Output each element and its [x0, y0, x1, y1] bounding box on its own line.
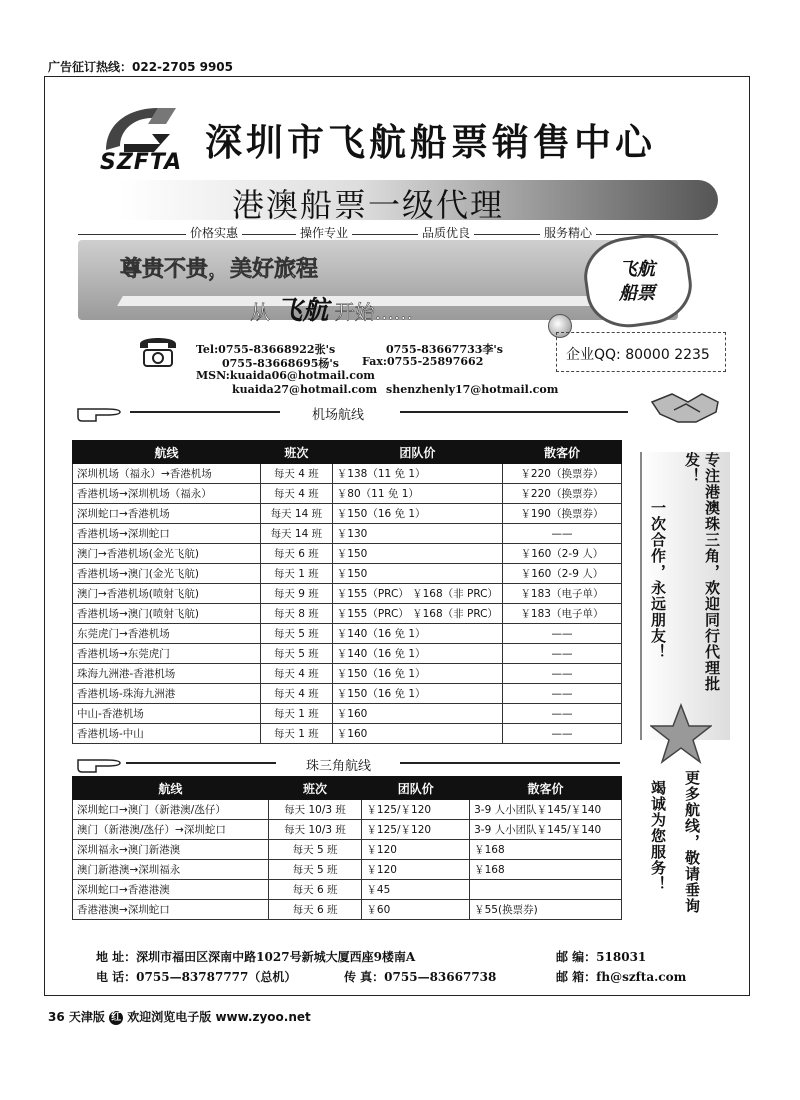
table-row	[73, 604, 622, 624]
telephone-icon	[136, 334, 180, 368]
table-cell: ——	[502, 704, 621, 724]
table-cell: 澳门→香港机场(喷射飞航)	[73, 584, 261, 604]
values-divider	[78, 234, 718, 235]
table-cell: 每天 6 班	[260, 544, 332, 564]
airport-section-title: 机场航线	[312, 408, 365, 423]
col-frequency: 班次	[260, 441, 332, 464]
table-cell: 每天 5 班	[260, 644, 332, 664]
table-cell: ￥190（换票券）	[502, 504, 621, 524]
table-cell: ￥220（换票券）	[502, 464, 621, 484]
table-cell: 深圳蛇口→香港机场	[73, 504, 261, 524]
table-cell: 香港机场→澳门(喷射飞航)	[73, 604, 261, 624]
table-row	[73, 464, 622, 484]
table-cell: 每天 5 班	[268, 840, 362, 860]
table-cell: 每天 14 班	[260, 504, 332, 524]
table-cell: 每天 1 班	[260, 724, 332, 744]
table-cell: ￥150（16 免 1）	[332, 684, 502, 704]
col-group-price: 团队价	[362, 777, 470, 800]
table-cell: 香港机场→深圳机场（福永）	[73, 484, 261, 504]
table-cell: 东莞虎门→香港机场	[73, 624, 261, 644]
hong-badge: 红	[111, 1011, 122, 1023]
side-text-3: 更多航线，敬请垂询	[683, 770, 701, 914]
msn-3: shenzhenly17@hotmail.com	[386, 383, 559, 396]
table-cell: 每天 10/3 班	[268, 820, 362, 840]
table-row	[73, 900, 622, 920]
airport-route-table	[72, 440, 622, 744]
table-cell: 香港机场-珠海九洲港	[73, 684, 261, 704]
side-text-1: 专注港澳珠三角，欢迎同行代理批发！	[683, 452, 721, 692]
col-individual-price: 散客价	[502, 441, 621, 464]
prd-line-left	[126, 762, 276, 764]
table-cell: 每天 1 班	[260, 704, 332, 724]
table-cell: 香港机场-中山	[73, 724, 261, 744]
table-cell: ￥160	[332, 704, 502, 724]
fax: Fax:0755-25897662	[362, 355, 484, 368]
side-text-2: 一次合作，永远朋友！	[649, 500, 667, 660]
table-cell: ——	[502, 664, 621, 684]
table-cell: 澳门新港澳→深圳福永	[73, 860, 269, 880]
value-3: 品质优良	[418, 224, 474, 241]
table-cell: 每天 4 班	[260, 484, 332, 504]
table-cell: ￥160	[332, 724, 502, 744]
prd-section-title: 珠三角航线	[306, 759, 372, 774]
table-cell: 每天 9 班	[260, 584, 332, 604]
table-cell: ￥140（16 免 1）	[332, 644, 502, 664]
bubble-text: 飞航 船票	[619, 259, 655, 304]
table-cell: 每天 5 班	[268, 860, 362, 880]
tel-1: Tel:0755-83668922张's	[196, 343, 336, 356]
prd-line-right	[400, 762, 620, 764]
table-row	[73, 544, 622, 564]
table-cell: ￥140（16 免 1）	[332, 624, 502, 644]
table-row	[73, 704, 622, 724]
table-cell: ￥120	[362, 840, 470, 860]
table-cell: ——	[502, 724, 621, 744]
table-cell: 深圳福永→澳门新港澳	[73, 840, 269, 860]
value-1: 价格实惠	[186, 224, 242, 241]
footer-fax: 传 真：0755—83667738	[344, 970, 497, 984]
table-cell: 澳门→香港机场(金光飞航)	[73, 544, 261, 564]
table-row	[73, 564, 622, 584]
table-cell: 澳门（新港澳/氹仔）→深圳蛇口	[73, 820, 269, 840]
footer-tel: 电 话：0755—83787777（总机）	[96, 970, 297, 984]
value-4: 服务精心	[540, 224, 596, 241]
table-cell: 每天 8 班	[260, 604, 332, 624]
table-cell: ￥120	[362, 860, 470, 880]
slogan: 港澳船票一级代理	[232, 186, 505, 224]
table-cell: 每天 5 班	[260, 624, 332, 644]
table-cell: 深圳蛇口→香港港澳	[73, 880, 269, 900]
pointing-hand-icon	[76, 401, 122, 423]
table-cell: ￥130	[332, 524, 502, 544]
table-cell: ￥183（电子单）	[502, 604, 621, 624]
col-frequency: 班次	[268, 777, 362, 800]
table-cell: 每天 10/3 班	[268, 800, 362, 820]
page-footer	[48, 1008, 311, 1025]
page-number: 36 天津版	[48, 1010, 105, 1024]
table-cell: 珠海九洲港-香港机场	[73, 664, 261, 684]
table-cell: ——	[502, 644, 621, 664]
table-cell: ￥138（11 免 1）	[332, 464, 502, 484]
col-route: 航线	[73, 777, 269, 800]
footer-email: 邮 箱：fh@szfta.com	[556, 970, 687, 984]
table-cell: 每天 4 班	[260, 684, 332, 704]
table-cell: ￥168	[470, 860, 622, 880]
msn-2: kuaida27@hotmail.com	[232, 383, 378, 396]
table-cell: ￥45	[362, 880, 470, 900]
side-text-4: 竭诚为您服务！	[649, 780, 667, 892]
table-cell: 每天 6 班	[268, 900, 362, 920]
table-row	[73, 840, 622, 860]
table-cell: ￥160（2-9 人）	[502, 544, 621, 564]
table-cell: 深圳蛇口→澳门（新港澳/氹仔）	[73, 800, 269, 820]
pointing-hand-icon	[76, 752, 122, 774]
table-cell: ——	[502, 684, 621, 704]
tagline-2: 从 飞航 开始......	[250, 296, 413, 326]
tel-2: 0755-83667733李's	[386, 343, 503, 356]
table-cell: 每天 4 班	[260, 664, 332, 684]
table-cell: ￥150（16 免 1）	[332, 664, 502, 684]
table-cell: ￥80（11 免 1）	[332, 484, 502, 504]
tel-3: 0755-83668695杨's	[222, 357, 339, 370]
table-row	[73, 880, 622, 900]
table-cell: ￥183（电子单）	[502, 584, 621, 604]
handshake-icon	[650, 388, 720, 428]
company-name: 深圳市飞航船票销售中心	[205, 120, 656, 164]
table-cell: ￥60	[362, 900, 470, 920]
ad-hotline: 广告征订热线：022-2705 9905	[48, 60, 234, 74]
table-cell: ——	[502, 624, 621, 644]
footer-postcode: 邮 编：518031	[556, 950, 647, 964]
table-row	[73, 664, 622, 684]
table-cell: ￥155（PRC） ￥168（非 PRC）	[332, 584, 502, 604]
table-cell: 每天 6 班	[268, 880, 362, 900]
table-cell: 中山-香港机场	[73, 704, 261, 724]
tagline-1: 尊贵不贵，美好旅程	[120, 256, 319, 282]
table-row	[73, 524, 622, 544]
table-cell: 每天 1 班	[260, 564, 332, 584]
table-row	[73, 820, 622, 840]
table-cell: 香港机场→东莞虎门	[73, 644, 261, 664]
table-row	[73, 584, 622, 604]
table-cell: ￥160（2-9 人）	[502, 564, 621, 584]
table-cell: 3-9 人小团队￥145/￥140	[470, 800, 622, 820]
table-cell: 香港机场→深圳蛇口	[73, 524, 261, 544]
footer-address: 地 址：深圳市福田区深南中路1027号新城大厦西座9楼南A	[96, 950, 416, 964]
table-cell: ￥150	[332, 544, 502, 564]
airport-line-right	[400, 411, 628, 413]
table-row	[73, 724, 622, 744]
table-cell: 每天 4 班	[260, 464, 332, 484]
qq-number: 企业QQ: 80000 2235	[566, 347, 710, 363]
table-row	[73, 860, 622, 880]
table-cell: ￥150（16 免 1）	[332, 504, 502, 524]
table-cell: 香港机场→澳门(金光飞航)	[73, 564, 261, 584]
airport-line-left	[130, 411, 280, 413]
table-row	[73, 800, 622, 820]
logo-text: SZFTA	[100, 150, 183, 175]
table-row	[73, 684, 622, 704]
table-cell: ￥155（PRC） ￥168（非 PRC）	[332, 604, 502, 624]
table-cell: ——	[502, 524, 621, 544]
table-row	[73, 624, 622, 644]
star-icon	[650, 703, 712, 765]
col-route: 航线	[73, 441, 261, 464]
table-cell: ￥125/￥120	[362, 820, 470, 840]
table-row	[73, 644, 622, 664]
table-cell: ￥125/￥120	[362, 800, 470, 820]
table-cell: 每天 14 班	[260, 524, 332, 544]
value-2: 操作专业	[296, 224, 352, 241]
table-cell	[470, 880, 622, 900]
table-cell: ￥55(换票券)	[470, 900, 622, 920]
table-cell: 3-9 人小团队￥145/￥140	[470, 820, 622, 840]
table-cell: ￥168	[470, 840, 622, 860]
prd-route-table	[72, 776, 622, 920]
table-cell: 香港港澳→深圳蛇口	[73, 900, 269, 920]
col-group-price: 团队价	[332, 441, 502, 464]
table-cell: ￥150	[332, 564, 502, 584]
col-individual-price: 散客价	[470, 777, 622, 800]
site-link[interactable]: 欢迎浏览电子版 www.zyoo.net	[127, 1010, 311, 1024]
msn: MSN:kuaida06@hotmail.com	[196, 369, 375, 382]
table-cell: ￥220（换票券）	[502, 484, 621, 504]
table-cell: 深圳机场（福永）→香港机场	[73, 464, 261, 484]
table-row	[73, 504, 622, 524]
table-row	[73, 484, 622, 504]
